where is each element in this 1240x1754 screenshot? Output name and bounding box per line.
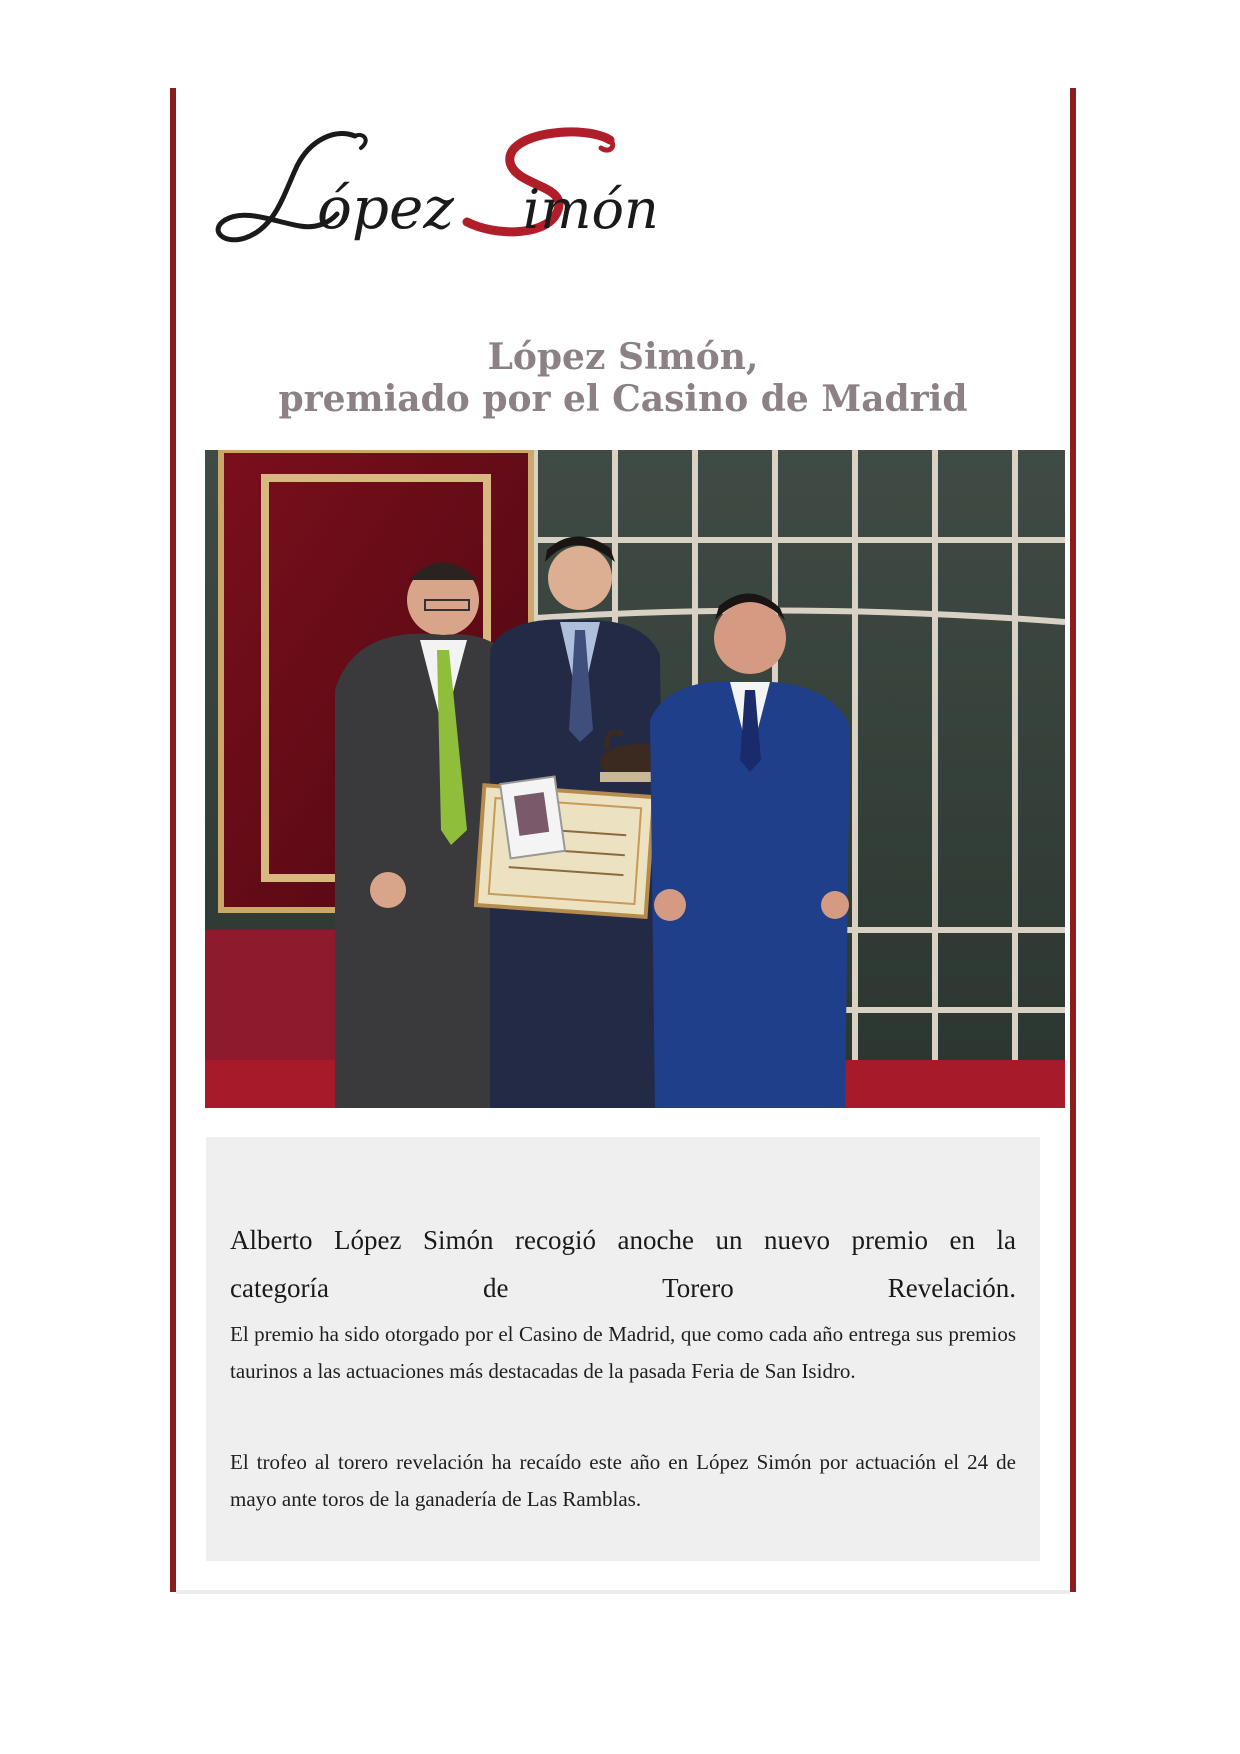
article-paragraph-2: El trofeo al torero revelación ha recaído este año en López Simón por actuación el 24 de mayo ante toros de la ganadería de Las Ramblas.: [230, 1450, 1016, 1511]
svg-text:ópez: ópez: [317, 174, 454, 242]
lead-line-2: categoría de Torero Revelación.: [230, 1273, 1016, 1303]
article-lead: [230, 1216, 1016, 1312]
article-paragraph-1: El premio ha sido otorgado por el Casino de Madrid, que como cada año entrega sus premios taurinos a las actuaciones más destacadas de la pasada Feria de San Isidro.: [230, 1322, 1016, 1383]
article-headline: [176, 336, 1070, 420]
frame-bottom-shadow: [176, 1590, 1070, 1594]
lead-line-1: Alberto López Simón recogió anoche un nuevo premio en la: [230, 1225, 1016, 1255]
svg-text:imón: imón: [523, 178, 659, 241]
award-ceremony-photo: [205, 450, 1065, 1108]
lopez-simon-logo: [205, 118, 685, 278]
headline-line-1: López Simón,: [487, 336, 759, 378]
headline-line-2: premiado por el Casino de Madrid: [278, 378, 968, 420]
